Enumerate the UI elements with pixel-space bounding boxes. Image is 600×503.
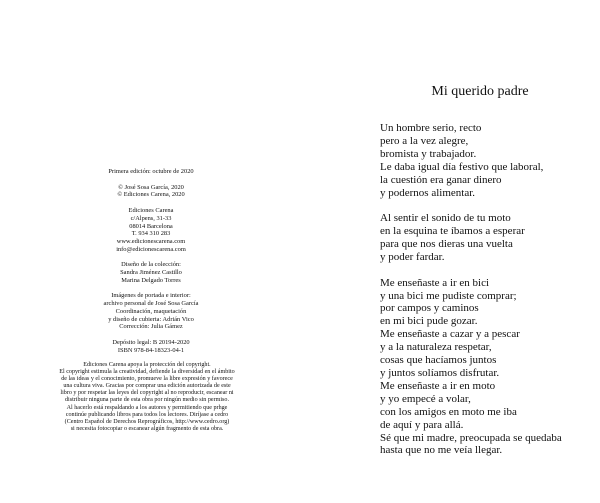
legal-deposit: Depósito legal: B 20194-2020 bbox=[112, 338, 190, 346]
legal-line: de las ideas y el conocimiento, promueve la libre expresión y favorece bbox=[61, 376, 233, 383]
legal-line: Al hacerlo está respaldando a los autores y permitiendo que prhge bbox=[66, 404, 228, 411]
verse-line: y poder fardar. bbox=[380, 250, 445, 263]
legal-line: libro y por respetar las leyes del copyright al no reproducir, escanear ni bbox=[60, 390, 234, 397]
publisher-city: 08014 Barcelona bbox=[129, 222, 173, 230]
verse-line: y podernos alimentar. bbox=[380, 186, 476, 199]
copyright-publisher: © Ediciones Carena, 2020 bbox=[117, 191, 185, 199]
verse-line: la cuestión era ganar dinero bbox=[380, 173, 502, 186]
verse-line: Me enseñaste a ir en moto bbox=[380, 379, 496, 392]
verse-line: de aquí y para allá. bbox=[380, 418, 464, 431]
verse-line: por campos y caminos bbox=[380, 302, 479, 315]
verse-line: Sé que mi madre, preocupada se quedaba bbox=[380, 431, 562, 444]
legal-notice bbox=[8, 362, 286, 433]
verse-line: y una bici me pudiste comprar; bbox=[380, 289, 517, 302]
designer-name: Marina Delgado Torres bbox=[121, 276, 181, 284]
designer-name: Sandra Jiménez Castillo bbox=[120, 269, 182, 277]
design-heading: Diseño de la colección: bbox=[121, 261, 181, 269]
images-heading: Imágenes de portada e interior: bbox=[111, 292, 191, 300]
legal-line: (Centro Español de Derechos Reprográficos, http://www.cedro.org) bbox=[64, 418, 230, 425]
edition-block bbox=[20, 168, 282, 176]
legal-line: una cultura viva. Gracias por comprar una edición autorizada de este bbox=[63, 383, 231, 390]
poem-body bbox=[380, 122, 595, 470]
stanza-1 bbox=[380, 122, 595, 199]
verse-line: para que nos dieras una vuelta bbox=[380, 238, 513, 251]
publisher-phone: T. 934 310 283 bbox=[131, 230, 171, 238]
cover-design-line: y diseño de cubierta: Adrián Vico bbox=[108, 315, 194, 323]
poem-title: Mi querido padre bbox=[431, 84, 529, 99]
verse-line: cosas que hacíamos juntos bbox=[380, 354, 497, 367]
copyright-author: © José Sosa García, 2020 bbox=[118, 183, 184, 191]
design-block bbox=[20, 261, 282, 284]
credits-block bbox=[20, 168, 282, 362]
verse-line: hasta que no me veía llegar. bbox=[380, 444, 503, 457]
legal-deposit-block bbox=[20, 339, 282, 354]
verse-line: en mi bici pude gozar. bbox=[380, 315, 478, 328]
legal-line: El copyright estimula la creatividad, defiende la diversidad en el ámbito bbox=[59, 369, 235, 376]
images-source: archivo personal de José Sosa García bbox=[103, 300, 199, 308]
verse-line: pero a la vez alegre, bbox=[380, 134, 469, 147]
verse-line: y yo empecé a volar, bbox=[380, 392, 471, 405]
verse-line: en la esquina te íbamos a esperar bbox=[380, 225, 525, 238]
verse-line: con los amigos en moto me iba bbox=[380, 405, 517, 418]
publisher-block bbox=[20, 207, 282, 253]
legal-line: distribuir ninguna parte de esta obra por ningún medio sin permiso. bbox=[65, 397, 229, 404]
publisher-street: c/Alpens, 31-33 bbox=[130, 214, 172, 222]
coordination-line: Coordinación, maquetación bbox=[115, 307, 187, 315]
stanza-3 bbox=[380, 277, 595, 458]
publisher-website: www.edicionescarena.com bbox=[116, 237, 186, 245]
edition-line: Primera edición: octubre de 2020 bbox=[108, 168, 194, 175]
verse-line: Al sentir el sonido de tu moto bbox=[380, 212, 511, 225]
legal-line: si necesita fotocopiar o escanear algún fragmento de esta obra. bbox=[70, 425, 224, 432]
poem-page bbox=[300, 0, 600, 503]
verse-line: Me enseñaste a cazar y a pescar bbox=[380, 328, 520, 341]
legal-line: continúe publicando libros para todos los lectores. Diríjase a cedro bbox=[65, 411, 229, 418]
legal-line: Ediciones Carena apoya la protección del copyright. bbox=[83, 362, 211, 368]
verse-line: Le daba igual día festivo que laboral, bbox=[380, 160, 544, 173]
verse-line: bromista y trabajador. bbox=[380, 147, 477, 160]
stanza-2 bbox=[380, 212, 595, 264]
copyright-block bbox=[20, 184, 282, 199]
publisher-name: Ediciones Carena bbox=[128, 207, 174, 215]
verse-line: Un hombre serio, recto bbox=[380, 122, 482, 134]
verse-line: Me enseñaste a ir en bici bbox=[380, 276, 490, 289]
verse-line: y a la naturaleza respetar, bbox=[380, 341, 492, 354]
correction-line: Corrección: Julia Gámez bbox=[119, 323, 183, 331]
publisher-email: info@edicionescarena.com bbox=[116, 245, 186, 253]
verse-line: y juntos solíamos disfrutar. bbox=[380, 367, 500, 379]
isbn: ISBN 978-84-18323-04-1 bbox=[117, 346, 185, 354]
images-block bbox=[20, 292, 282, 331]
